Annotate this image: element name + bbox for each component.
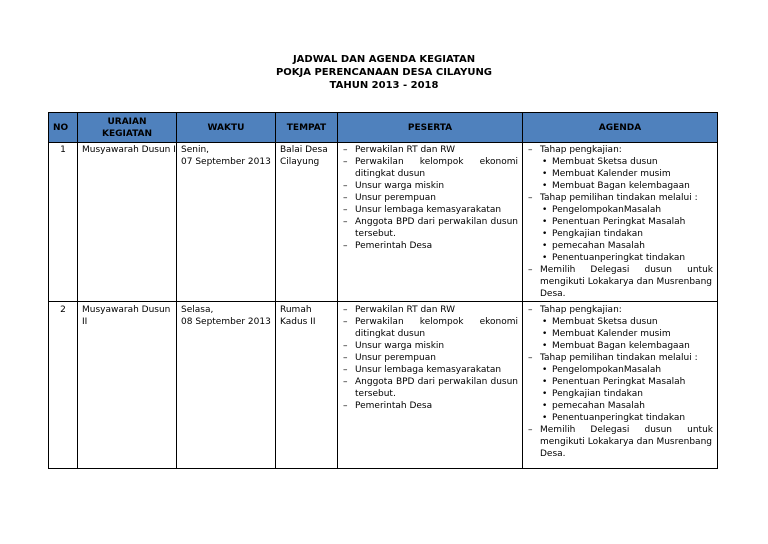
list-item: • Penentuanperingkat tindakan xyxy=(540,412,713,424)
list-item: – Perwakilan RT dan RW xyxy=(342,144,518,156)
uraian-line-2: II xyxy=(82,317,88,327)
header-tempat: TEMPAT xyxy=(276,113,338,143)
waktu-day: Selasa, xyxy=(181,305,214,315)
pemilihan-sublist xyxy=(527,204,713,264)
list-item: • PengelompokanMasalah xyxy=(540,364,713,376)
agenda-delegasi-line-3: Desa. xyxy=(540,449,566,459)
cell-no: 2 xyxy=(49,302,78,469)
header-uraian-line-1: URAIAN xyxy=(107,116,147,127)
title-line-1: JADWAL DAN AGENDA KEGIATAN xyxy=(292,54,476,65)
uraian-line-1: Musyawarah Dusun xyxy=(82,305,171,315)
list-item: – Pemerintah Desa xyxy=(342,400,518,412)
list-item: • Penentuanperingkat tindakan xyxy=(540,252,713,264)
agenda-delegasi-line-2: mengikuti Lokakarya dan Musrenbang xyxy=(540,277,712,287)
list-item: • pemecahan Masalah xyxy=(540,400,713,412)
list-item: – Perwakilan kelompok ekonomi ditingkat dusun xyxy=(342,156,518,180)
list-item: – Perwakilan RT dan RW xyxy=(342,304,518,316)
peserta-list xyxy=(342,304,518,412)
pengkajian-sublist xyxy=(527,156,713,192)
title-line-3: TAHUN 2013 - 2018 xyxy=(329,80,439,91)
list-item: • Penentuan Peringkat Masalah xyxy=(540,376,713,388)
cell-waktu xyxy=(177,143,276,302)
tempat-line-2: Kadus II xyxy=(280,317,316,327)
cell-no: 1 xyxy=(49,143,78,302)
title-line-2: POKJA PERENCANAAN DESA CILAYUNG xyxy=(275,67,493,78)
table-row xyxy=(49,302,718,469)
table-row xyxy=(49,143,718,302)
list-item: – Anggota BPD dari perwakilan dusun tersebut. xyxy=(342,216,518,240)
list-item: – Unsur lembaga kemasyarakatan xyxy=(342,364,518,376)
pemilihan-sublist xyxy=(527,364,713,424)
list-item xyxy=(527,192,713,264)
tempat-line-2: Cilayung xyxy=(280,157,320,167)
agenda-pemilihan: Tahap pemilihan tindakan melalui : xyxy=(540,353,698,363)
list-item: • pemecahan Masalah xyxy=(540,240,713,252)
document-title xyxy=(0,53,768,92)
cell-peserta xyxy=(338,302,523,469)
list-item: – Pemerintah Desa xyxy=(342,240,518,252)
uraian-line-1: Musyawarah Dusun I xyxy=(82,145,176,155)
list-item xyxy=(527,424,713,460)
list-item xyxy=(527,352,713,424)
list-item: • Membuat Sketsa dusun xyxy=(540,316,713,328)
list-item xyxy=(527,264,713,300)
list-item: • Membuat Bagan kelembagaan xyxy=(540,180,713,192)
list-item: • Penentuan Peringkat Masalah xyxy=(540,216,713,228)
header-agenda: AGENDA xyxy=(523,113,718,143)
header-uraian-line-2: KEGIATAN xyxy=(101,128,153,139)
schedule-table xyxy=(48,112,718,469)
cell-tempat xyxy=(276,143,338,302)
tempat-line-1: Rumah xyxy=(280,305,312,315)
list-item: • PengelompokanMasalah xyxy=(540,204,713,216)
list-item: – Unsur perempuan xyxy=(342,192,518,204)
cell-uraian xyxy=(78,302,177,469)
header-uraian xyxy=(78,113,177,143)
agenda-pengkajian: Tahap pengkajian: xyxy=(540,305,622,315)
header-peserta: PESERTA xyxy=(338,113,523,143)
list-item: – Unsur warga miskin xyxy=(342,180,518,192)
cell-tempat xyxy=(276,302,338,469)
list-item: • Membuat Sketsa dusun xyxy=(540,156,713,168)
list-item: • Membuat Kalender musim xyxy=(540,168,713,180)
waktu-day: Senin, xyxy=(181,145,210,155)
list-item: • Pengkajian tindakan xyxy=(540,228,713,240)
list-item: • Membuat Bagan kelembagaan xyxy=(540,340,713,352)
waktu-date: 07 September 2013 xyxy=(181,157,271,167)
header-waktu: WAKTU xyxy=(177,113,276,143)
header-no: NO xyxy=(49,113,78,143)
list-item: • Membuat Kalender musim xyxy=(540,328,713,340)
list-item: – Perwakilan kelompok ekonomi ditingkat dusun xyxy=(342,316,518,340)
tempat-line-1: Balai Desa xyxy=(280,145,328,155)
cell-waktu xyxy=(177,302,276,469)
agenda-pemilihan: Tahap pemilihan tindakan melalui : xyxy=(540,193,698,203)
agenda-pengkajian: Tahap pengkajian: xyxy=(540,145,622,155)
list-item xyxy=(527,144,713,192)
agenda-delegasi-line-3: Desa. xyxy=(540,289,566,299)
cell-agenda xyxy=(523,143,718,302)
list-item: – Unsur perempuan xyxy=(342,352,518,364)
peserta-list xyxy=(342,144,518,252)
agenda-delegasi-line-1: – Memilih Delegasi dusun untuk xyxy=(540,425,713,435)
list-item xyxy=(527,304,713,352)
agenda-list xyxy=(527,304,713,460)
list-item: – Unsur lembaga kemasyarakatan xyxy=(342,204,518,216)
table-header-row xyxy=(49,113,718,143)
agenda-delegasi-line-1: – Memilih Delegasi dusun untuk xyxy=(540,265,713,275)
cell-uraian xyxy=(78,143,177,302)
agenda-delegasi-line-2: mengikuti Lokakarya dan Musrenbang xyxy=(540,437,712,447)
list-item: – Anggota BPD dari perwakilan dusun tersebut. xyxy=(342,376,518,400)
list-item: – Unsur warga miskin xyxy=(342,340,518,352)
list-item: • Pengkajian tindakan xyxy=(540,388,713,400)
cell-peserta xyxy=(338,143,523,302)
agenda-list xyxy=(527,144,713,300)
waktu-date: 08 September 2013 xyxy=(181,317,271,327)
cell-agenda xyxy=(523,302,718,469)
pengkajian-sublist xyxy=(527,316,713,352)
